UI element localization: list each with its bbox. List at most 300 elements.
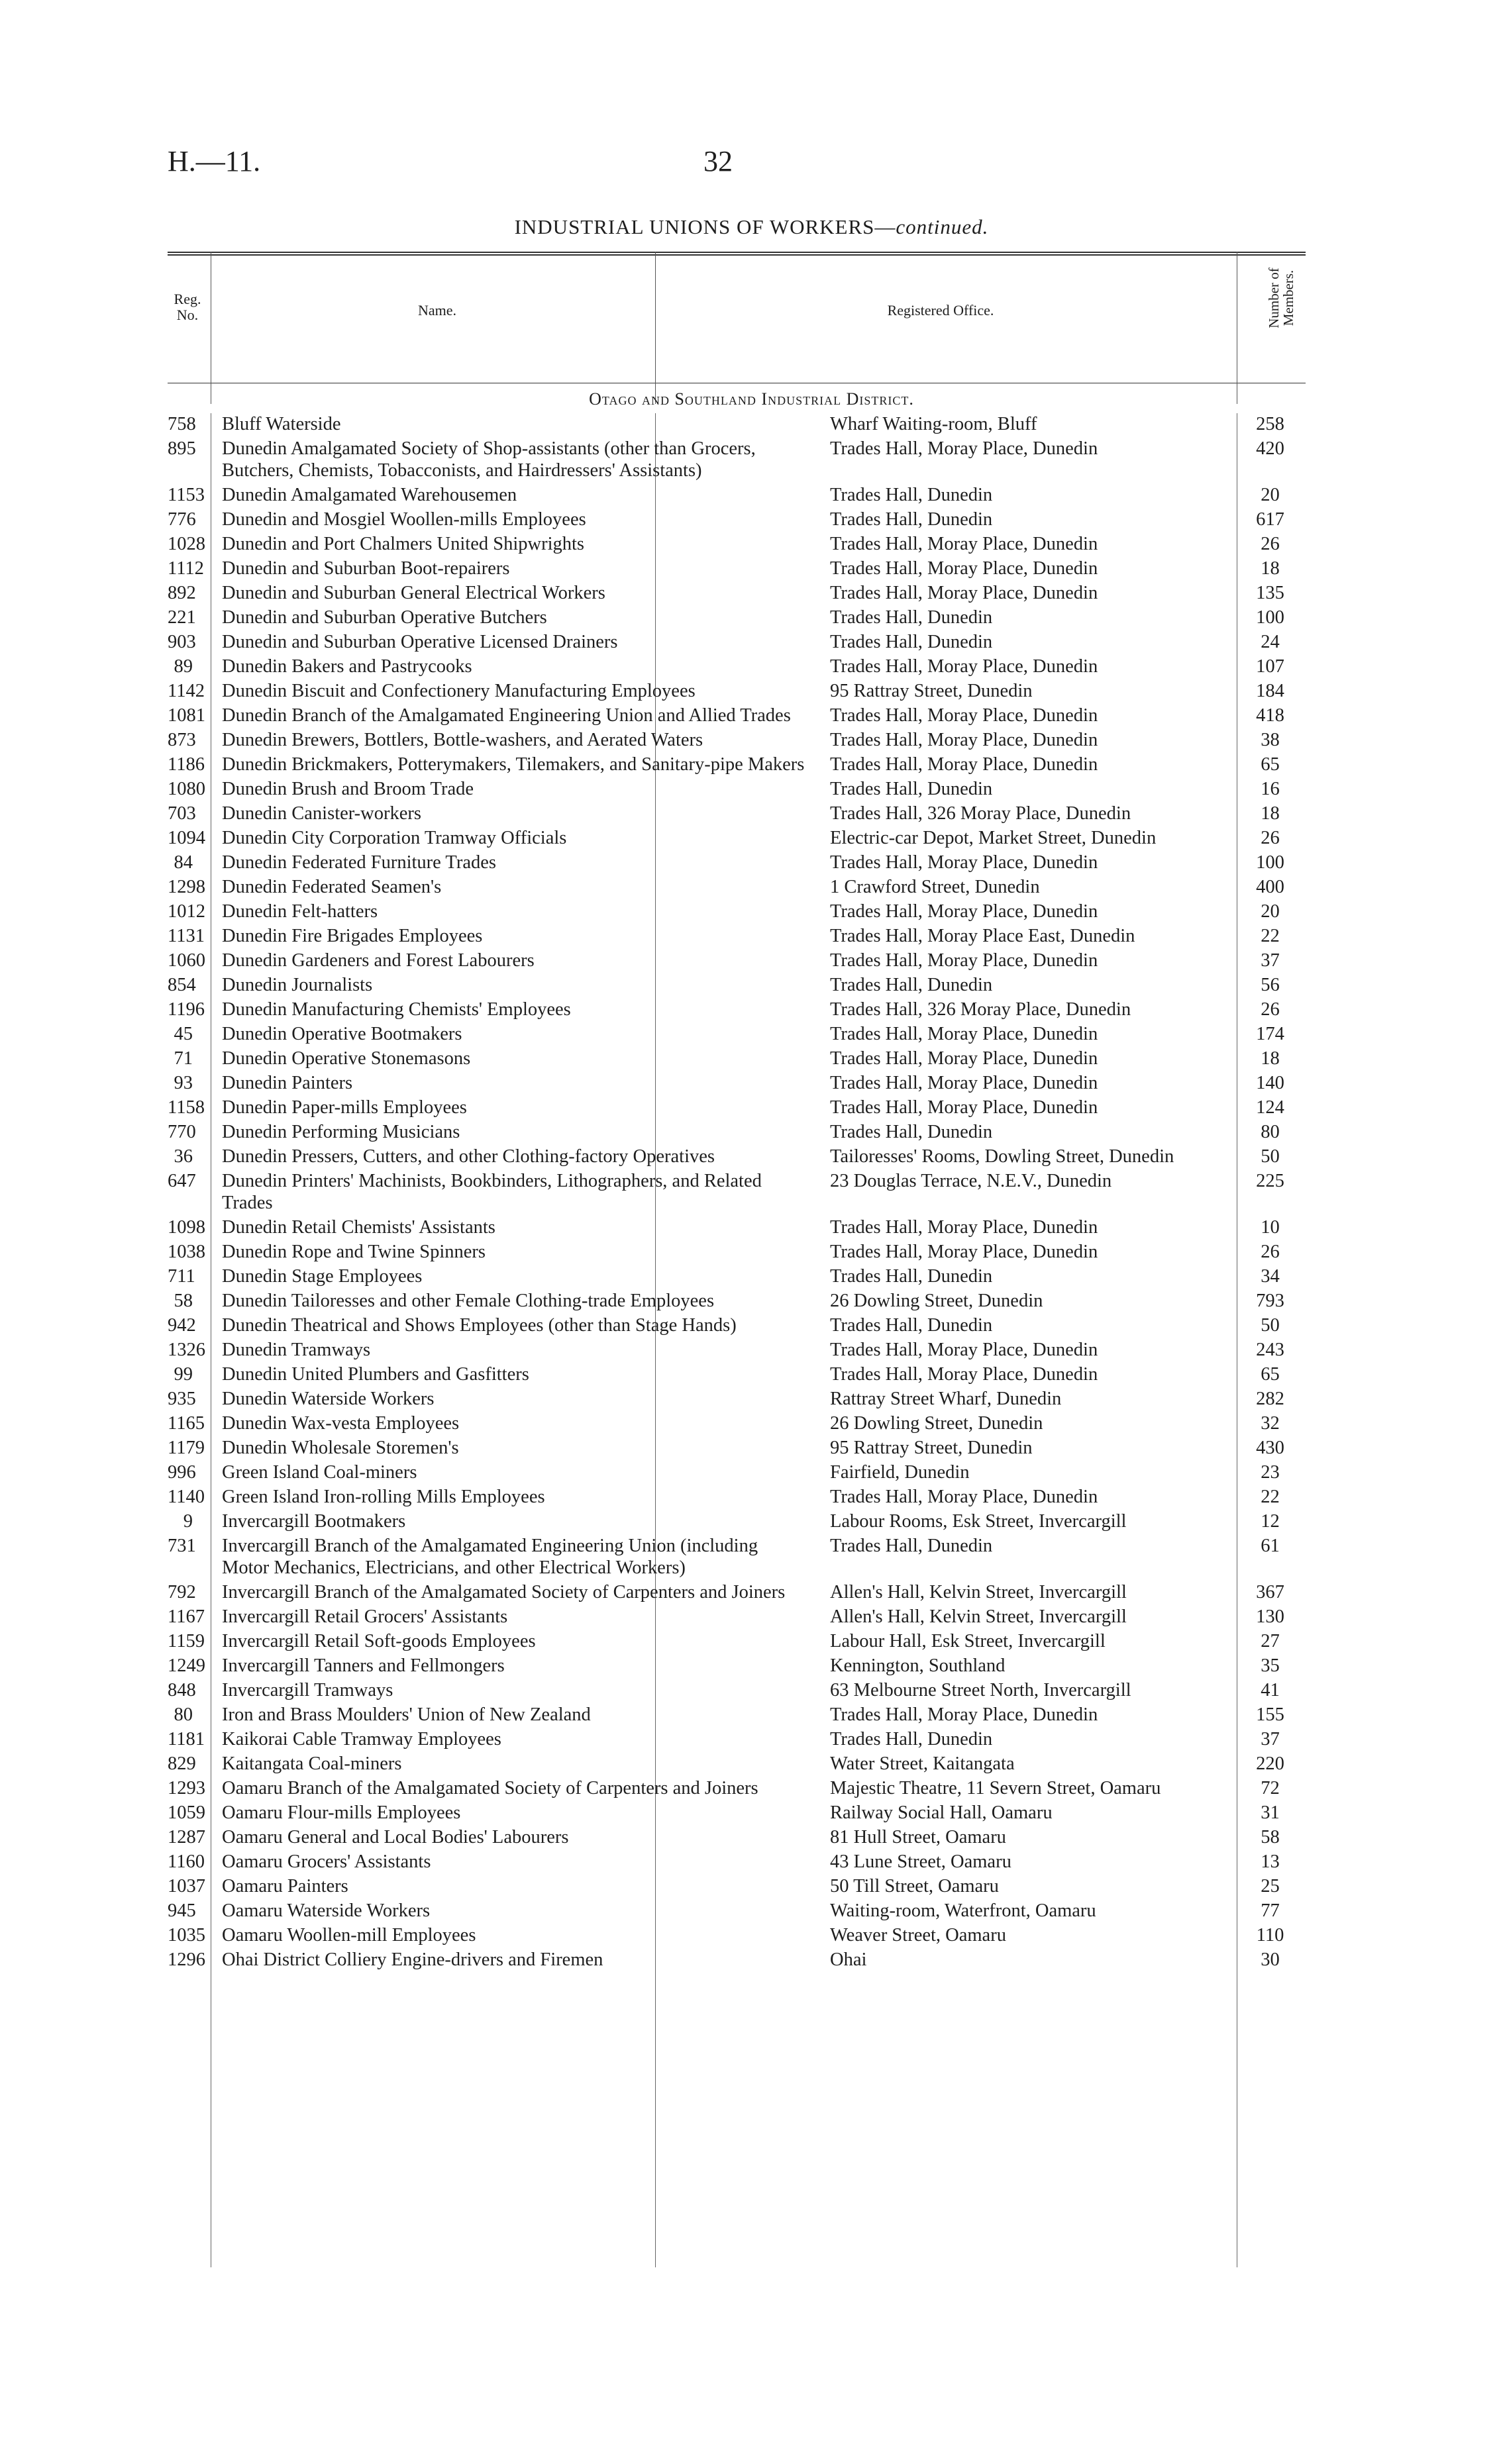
table-row [168, 484, 1306, 506]
member-count: 26 [1261, 534, 1280, 554]
registered-office: Trades Hall, Dunedin [830, 509, 993, 530]
table-row [168, 999, 1306, 1020]
registered-office: Rattray Street Wharf, Dunedin [830, 1389, 1062, 1409]
member-count: 100 [1256, 607, 1284, 628]
registered-office: Trades Hall, 326 Moray Place, Dunedin [830, 803, 1131, 824]
member-count: 65 [1261, 754, 1280, 775]
union-name: Dunedin and Suburban General Electrical Workers [222, 583, 605, 603]
member-count: 22 [1261, 926, 1280, 946]
table-row [168, 1630, 1306, 1652]
table-row [168, 1777, 1306, 1799]
registered-office: 81 Hull Street, Oamaru [830, 1827, 1006, 1848]
member-count: 155 [1256, 1704, 1284, 1725]
table-row [168, 533, 1306, 555]
registered-office: Trades Hall, Dunedin [830, 1122, 993, 1142]
union-name: Invercargill Branch of the Amalgamated Society of Carpenters and Joiners [222, 1582, 786, 1602]
union-name: Dunedin and Port Chalmers United Shipwrights [222, 534, 584, 554]
registered-office: 43 Lune Street, Oamaru [830, 1851, 1011, 1872]
member-count: 418 [1256, 705, 1284, 726]
union-name: Dunedin Operative Bootmakers [222, 1024, 462, 1044]
registered-office: 23 Douglas Terrace, N.E.V., Dunedin [830, 1171, 1112, 1191]
registered-office: Trades Hall, Moray Place, Dunedin [830, 754, 1098, 775]
member-count: 430 [1256, 1438, 1284, 1458]
registered-office: Waiting-room, Waterfront, Oamaru [830, 1900, 1096, 1921]
union-name: Dunedin Waterside Workers [222, 1389, 435, 1409]
union-name: Dunedin Pressers, Cutters, and other Clothing-factory Operatives [222, 1146, 715, 1167]
registered-office: Trades Hall, Moray Place, Dunedin [830, 583, 1098, 603]
reg-number: 71 [174, 1048, 193, 1069]
registered-office: Allen's Hall, Kelvin Street, Invercargill [830, 1582, 1127, 1602]
reg-number: 758 [168, 414, 196, 434]
member-count: 25 [1261, 1876, 1280, 1897]
registered-office: Trades Hall, Dunedin [830, 1536, 993, 1556]
member-count: 130 [1256, 1606, 1284, 1627]
union-name: Dunedin Theatrical and Shows Employees (other than Stage Hands) [222, 1315, 737, 1336]
member-count: 124 [1256, 1097, 1284, 1118]
table-row [168, 1388, 1306, 1410]
table-row [168, 754, 1306, 775]
union-name: Dunedin and Mosgiel Woollen-mills Employees [222, 509, 586, 530]
union-name: Dunedin Federated Seamen's [222, 877, 442, 897]
reg-number: 58 [174, 1291, 193, 1311]
reg-number: 1131 [168, 926, 205, 946]
registered-office: 95 Rattray Street, Dunedin [830, 1438, 1033, 1458]
registered-office: Trades Hall, Dunedin [830, 1729, 993, 1749]
col-header-name: Name. [417, 302, 457, 319]
registered-office: Majestic Theatre, 11 Severn Street, Oamaru [830, 1778, 1161, 1799]
registered-office: Trades Hall, Moray Place, Dunedin [830, 705, 1098, 726]
reg-number: 1153 [168, 485, 205, 505]
reg-number: 996 [168, 1462, 196, 1483]
reg-number: 36 [174, 1146, 193, 1167]
member-count: 37 [1261, 950, 1280, 971]
member-count: 32 [1261, 1413, 1280, 1434]
union-name: Dunedin Brickmakers, Potterymakers, Tilemakers, and Sanitary-pipe Makers [222, 754, 805, 775]
table-row [168, 1924, 1306, 1946]
table-row [168, 729, 1306, 751]
table-row [168, 1679, 1306, 1701]
member-count: 107 [1256, 656, 1284, 677]
union-name: Invercargill Retail Soft-goods Employees [222, 1631, 536, 1651]
reg-number: 792 [168, 1582, 196, 1602]
table-row [168, 876, 1306, 898]
reg-number: 1298 [168, 877, 205, 897]
member-count: 24 [1261, 632, 1280, 652]
table-row [168, 803, 1306, 824]
registered-office: Trades Hall, Moray Place, Dunedin [830, 558, 1098, 579]
member-count: 41 [1261, 1680, 1280, 1700]
member-count: 50 [1261, 1146, 1280, 1167]
union-table [168, 413, 1306, 1973]
registered-office: Fairfield, Dunedin [830, 1462, 970, 1483]
table-row [168, 1412, 1306, 1434]
reg-number: 1059 [168, 1802, 205, 1823]
union-name: Dunedin Canister-workers [222, 803, 421, 824]
union-name: Oamaru Waterside Workers [222, 1900, 431, 1921]
col-header-registered-office: Registered Office. [887, 302, 994, 319]
union-name: Dunedin Felt-hatters [222, 901, 378, 922]
reg-number: 731 [168, 1536, 196, 1556]
document-id: H.—11. [168, 145, 261, 177]
registered-office: Trades Hall, Moray Place, Dunedin [830, 852, 1098, 873]
registered-office: Trades Hall, Moray Place East, Dunedin [830, 926, 1135, 946]
registered-office: Trades Hall, Moray Place, Dunedin [830, 1048, 1098, 1069]
reg-number: 848 [168, 1680, 196, 1700]
union-name: Green Island Iron-rolling Mills Employees [222, 1487, 545, 1507]
union-name: Dunedin and Suburban Boot-repairers [222, 558, 510, 579]
reg-number: 703 [168, 803, 196, 824]
member-count: 26 [1261, 1242, 1280, 1262]
reg-number: 1159 [168, 1631, 205, 1651]
reg-number: 9 [183, 1511, 193, 1532]
union-name: Dunedin Printers' Machinists, Bookbinders, Lithographers, and Related Trades [222, 1171, 762, 1213]
registered-office: Wharf Waiting-room, Bluff [830, 414, 1037, 434]
member-count: 18 [1261, 558, 1280, 579]
registered-office: Trades Hall, Moray Place, Dunedin [830, 1364, 1098, 1385]
table-row [168, 1023, 1306, 1045]
union-name: Oamaru General and Local Bodies' Labourers [222, 1827, 569, 1848]
union-name: Dunedin Wholesale Storemen's [222, 1438, 459, 1458]
union-name: Invercargill Branch of the Amalgamated Engineering Union (including Motor Mechanics, Electricians, and other Electrical Workers) [222, 1536, 758, 1578]
registered-office: Trades Hall, Dunedin [830, 607, 993, 628]
member-count: 220 [1256, 1753, 1284, 1774]
reg-number: 1098 [168, 1217, 205, 1238]
union-name: Dunedin Journalists [222, 975, 373, 995]
registered-office: Trades Hall, Moray Place, Dunedin [830, 1073, 1098, 1093]
reg-number: 1287 [168, 1827, 205, 1848]
member-count: 38 [1261, 730, 1280, 750]
reg-number: 84 [174, 852, 193, 873]
member-count: 18 [1261, 803, 1280, 824]
table-row [168, 1437, 1306, 1459]
registered-office: Trades Hall, Dunedin [830, 1266, 993, 1287]
district-heading: Otago and Southland Industrial District. [589, 389, 914, 409]
reg-number: 1179 [168, 1438, 205, 1458]
member-count: 12 [1261, 1511, 1280, 1532]
reg-number: 770 [168, 1122, 196, 1142]
union-name: Dunedin Biscuit and Confectionery Manufacturing Employees [222, 681, 696, 701]
table-row [168, 1216, 1306, 1238]
table-row [168, 1314, 1306, 1336]
member-count: 13 [1261, 1851, 1280, 1872]
table-row [168, 1121, 1306, 1143]
table-row [168, 1826, 1306, 1848]
member-count: 282 [1256, 1389, 1284, 1409]
table-row [168, 1072, 1306, 1094]
reg-number: 854 [168, 975, 196, 995]
table-row [168, 1802, 1306, 1824]
table-row [168, 413, 1306, 435]
reg-number: 895 [168, 438, 196, 459]
page-number: 32 [703, 145, 733, 177]
registered-office: Trades Hall, Dunedin [830, 485, 993, 505]
union-name: Bluff Waterside [222, 414, 341, 434]
registered-office: Trades Hall, Dunedin [830, 1315, 993, 1336]
union-name: Dunedin City Corporation Tramway Officials [222, 828, 567, 848]
union-name: Dunedin Federated Furniture Trades [222, 852, 496, 873]
reg-number: 89 [174, 656, 193, 677]
registered-office: Trades Hall, Moray Place, Dunedin [830, 1024, 1098, 1044]
member-count: 243 [1256, 1340, 1284, 1360]
member-count: 10 [1261, 1217, 1280, 1238]
registered-office: Railway Social Hall, Oamaru [830, 1802, 1053, 1823]
union-name: Invercargill Tramways [222, 1680, 393, 1700]
registered-office: Trades Hall, Dunedin [830, 975, 993, 995]
registered-office: Trades Hall, Dunedin [830, 632, 993, 652]
union-name: Invercargill Bootmakers [222, 1511, 406, 1532]
reg-number: 99 [174, 1364, 193, 1385]
reg-number: 1296 [168, 1949, 205, 1970]
table-row [168, 1851, 1306, 1873]
union-name: Dunedin Amalgamated Society of Shop-assistants (other than Grocers, Butchers, Chemists, Tobacconists, and Hairdressers' Assistants) [222, 438, 756, 481]
reg-number: 1012 [168, 901, 205, 922]
registered-office: 63 Melbourne Street North, Invercargill [830, 1680, 1131, 1700]
table-row [168, 852, 1306, 873]
union-name: Dunedin Retail Chemists' Assistants [222, 1217, 495, 1238]
union-name: Dunedin Wax-vesta Employees [222, 1413, 460, 1434]
member-count: 61 [1261, 1536, 1280, 1556]
table-row [168, 974, 1306, 996]
table-row [168, 1704, 1306, 1726]
reg-number: 945 [168, 1900, 196, 1921]
table-row [168, 1048, 1306, 1069]
table-row [168, 1339, 1306, 1361]
table-row [168, 1655, 1306, 1677]
reg-number: 1038 [168, 1242, 205, 1262]
registered-office: Trades Hall, Moray Place, Dunedin [830, 1340, 1098, 1360]
registered-office: Trades Hall, Dunedin [830, 779, 993, 799]
table-row [168, 1486, 1306, 1508]
reg-number: 1186 [168, 754, 205, 775]
member-count: 56 [1261, 975, 1280, 995]
reg-number: 1158 [168, 1097, 205, 1118]
table-row [168, 1241, 1306, 1263]
reg-number: 1094 [168, 828, 205, 848]
union-name: Dunedin United Plumbers and Gasfitters [222, 1364, 529, 1385]
table-row [168, 656, 1306, 677]
union-name: Kaikorai Cable Tramway Employees [222, 1729, 501, 1749]
member-count: 140 [1256, 1073, 1284, 1093]
reg-number: 873 [168, 730, 196, 750]
table-row [168, 631, 1306, 653]
registered-office: Water Street, Kaitangata [830, 1753, 1015, 1774]
table-row [168, 438, 1306, 481]
member-count: 367 [1256, 1582, 1284, 1602]
table-row [168, 1146, 1306, 1167]
table-row [168, 1581, 1306, 1603]
member-count: 77 [1261, 1900, 1280, 1921]
reg-number: 1112 [168, 558, 204, 579]
registered-office: 1 Crawford Street, Dunedin [830, 877, 1040, 897]
member-count: 27 [1261, 1631, 1280, 1651]
member-count: 80 [1261, 1122, 1280, 1142]
registered-office: 95 Rattray Street, Dunedin [830, 681, 1033, 701]
reg-number: 1165 [168, 1413, 205, 1434]
reg-number: 93 [174, 1073, 193, 1093]
union-name: Dunedin and Suburban Operative Butchers [222, 607, 547, 628]
registered-office: Kennington, Southland [830, 1655, 1006, 1676]
union-name: Dunedin Rope and Twine Spinners [222, 1242, 486, 1262]
table-row [168, 1949, 1306, 1971]
registered-office: 26 Dowling Street, Dunedin [830, 1413, 1043, 1434]
col-header-number-of-members: Number of Members. [1266, 268, 1296, 328]
col-divider [655, 252, 656, 404]
union-name: Invercargill Tanners and Fellmongers [222, 1655, 505, 1676]
registered-office: Trades Hall, Moray Place, Dunedin [830, 1704, 1098, 1725]
reg-number: 1060 [168, 950, 205, 971]
table-row [168, 1097, 1306, 1118]
union-name: Ohai District Colliery Engine-drivers and Firemen [222, 1949, 603, 1970]
table-row [168, 607, 1306, 628]
reg-number: 45 [174, 1024, 193, 1044]
registered-office: Tailoresses' Rooms, Dowling Street, Dunedin [830, 1146, 1174, 1167]
table-row [168, 1170, 1306, 1214]
member-count: 258 [1256, 414, 1284, 434]
union-name: Dunedin Brush and Broom Trade [222, 779, 474, 799]
member-count: 100 [1256, 852, 1284, 873]
union-name: Dunedin Tailoresses and other Female Clothing-trade Employees [222, 1291, 715, 1311]
union-name: Dunedin Operative Stonemasons [222, 1048, 471, 1069]
table-row [168, 778, 1306, 800]
reg-number: 903 [168, 632, 196, 652]
member-count: 617 [1256, 509, 1284, 530]
member-count: 22 [1261, 1487, 1280, 1507]
registered-office: Allen's Hall, Kelvin Street, Invercargill [830, 1606, 1127, 1627]
union-name: Oamaru Painters [222, 1876, 348, 1897]
member-count: 65 [1261, 1364, 1280, 1385]
registered-office: Trades Hall, Moray Place, Dunedin [830, 1487, 1098, 1507]
table-row [168, 705, 1306, 726]
registered-office: Trades Hall, Moray Place, Dunedin [830, 656, 1098, 677]
reg-number: 1249 [168, 1655, 205, 1676]
registered-office: Weaver Street, Oamaru [830, 1925, 1006, 1946]
union-name: Dunedin Brewers, Bottlers, Bottle-washers, and Aerated Waters [222, 730, 703, 750]
registered-office: Ohai [830, 1949, 867, 1970]
col-header-reg-no: Reg. No. [174, 291, 201, 323]
registered-office: Electric-car Depot, Market Street, Dunedin [830, 828, 1157, 848]
member-count: 34 [1261, 1266, 1280, 1287]
reg-number: 1081 [168, 705, 205, 726]
member-count: 26 [1261, 999, 1280, 1020]
member-count: 135 [1256, 583, 1284, 603]
table-top-rule [168, 252, 1306, 253]
member-count: 400 [1256, 877, 1284, 897]
union-name: Oamaru Branch of the Amalgamated Society of Carpenters and Joiners [222, 1778, 758, 1799]
table-row [168, 1461, 1306, 1483]
table-row [168, 901, 1306, 922]
union-name: Dunedin Stage Employees [222, 1266, 423, 1287]
table-row [168, 827, 1306, 849]
table-row [168, 1875, 1306, 1897]
table-row [168, 1606, 1306, 1628]
registered-office: Trades Hall, Moray Place, Dunedin [830, 1217, 1098, 1238]
reg-number: 1035 [168, 1925, 205, 1946]
union-name: Oamaru Flour-mills Employees [222, 1802, 461, 1823]
reg-number: 1181 [168, 1729, 205, 1749]
reg-number: 1293 [168, 1778, 205, 1799]
member-count: 37 [1261, 1729, 1280, 1749]
member-count: 110 [1256, 1925, 1284, 1946]
member-count: 420 [1256, 438, 1284, 459]
registered-office: Trades Hall, Moray Place, Dunedin [830, 950, 1098, 971]
registered-office: Trades Hall, Moray Place, Dunedin [830, 438, 1098, 459]
member-count: 26 [1261, 828, 1280, 848]
reg-number: 1080 [168, 779, 205, 799]
member-count: 18 [1261, 1048, 1280, 1069]
member-count: 174 [1256, 1024, 1284, 1044]
reg-number: 1326 [168, 1340, 205, 1360]
union-name: Kaitangata Coal-miners [222, 1753, 402, 1774]
table-row [168, 925, 1306, 947]
union-name: Green Island Coal-miners [222, 1462, 417, 1483]
union-name: Oamaru Grocers' Assistants [222, 1851, 431, 1872]
union-name: Dunedin Gardeners and Forest Labourers [222, 950, 535, 971]
table-row [168, 582, 1306, 604]
reg-number: 776 [168, 509, 196, 530]
union-name: Dunedin Tramways [222, 1340, 371, 1360]
registered-office: Labour Hall, Esk Street, Invercargill [830, 1631, 1106, 1651]
member-count: 184 [1256, 681, 1284, 701]
union-name: Iron and Brass Moulders' Union of New Zealand [222, 1704, 591, 1725]
union-name: Oamaru Woollen-mill Employees [222, 1925, 476, 1946]
union-name: Dunedin Performing Musicians [222, 1122, 460, 1142]
reg-number: 1196 [168, 999, 205, 1020]
member-count: 20 [1261, 901, 1280, 922]
union-name: Dunedin Amalgamated Warehousemen [222, 485, 517, 505]
reg-number: 1028 [168, 534, 205, 554]
table-row [168, 1265, 1306, 1287]
table-row [168, 1535, 1306, 1579]
reg-number: 221 [168, 607, 196, 628]
registered-office: 50 Till Street, Oamaru [830, 1876, 999, 1897]
registered-office: Trades Hall, Moray Place, Dunedin [830, 1242, 1098, 1262]
reg-number: 1142 [168, 681, 205, 701]
table-row [168, 1753, 1306, 1775]
member-count: 23 [1261, 1462, 1280, 1483]
union-name: Dunedin Branch of the Amalgamated Engineering Union and Allied Trades [222, 705, 791, 726]
table-row [168, 558, 1306, 579]
registered-office: 26 Dowling Street, Dunedin [830, 1291, 1043, 1311]
reg-number: 80 [174, 1704, 193, 1725]
table-row [168, 950, 1306, 971]
union-name: Dunedin Manufacturing Chemists' Employees [222, 999, 571, 1020]
member-count: 225 [1256, 1171, 1284, 1191]
union-name: Dunedin and Suburban Operative Licensed Drainers [222, 632, 618, 652]
reg-number: 1167 [168, 1606, 205, 1627]
member-count: 793 [1256, 1291, 1284, 1311]
member-count: 30 [1261, 1949, 1280, 1970]
registered-office: Trades Hall, Moray Place, Dunedin [830, 901, 1098, 922]
union-name: Dunedin Fire Brigades Employees [222, 926, 483, 946]
union-name: Invercargill Retail Grocers' Assistants [222, 1606, 508, 1627]
reg-number: 892 [168, 583, 196, 603]
union-name: Dunedin Painters [222, 1073, 353, 1093]
registered-office: Trades Hall, Moray Place, Dunedin [830, 730, 1098, 750]
member-count: 20 [1261, 485, 1280, 505]
table-row [168, 1290, 1306, 1312]
reg-number: 1140 [168, 1487, 205, 1507]
reg-number: 942 [168, 1315, 196, 1336]
registered-office: Trades Hall, Moray Place, Dunedin [830, 1097, 1098, 1118]
reg-number: 935 [168, 1389, 196, 1409]
member-count: 72 [1261, 1778, 1280, 1799]
title-italic: continued. [896, 215, 989, 238]
registered-office: Labour Rooms, Esk Street, Invercargill [830, 1511, 1127, 1532]
registered-office: Trades Hall, 326 Moray Place, Dunedin [830, 999, 1131, 1020]
member-count: 16 [1261, 779, 1280, 799]
member-count: 50 [1261, 1315, 1280, 1336]
table-top-rule-inner [168, 254, 1306, 256]
